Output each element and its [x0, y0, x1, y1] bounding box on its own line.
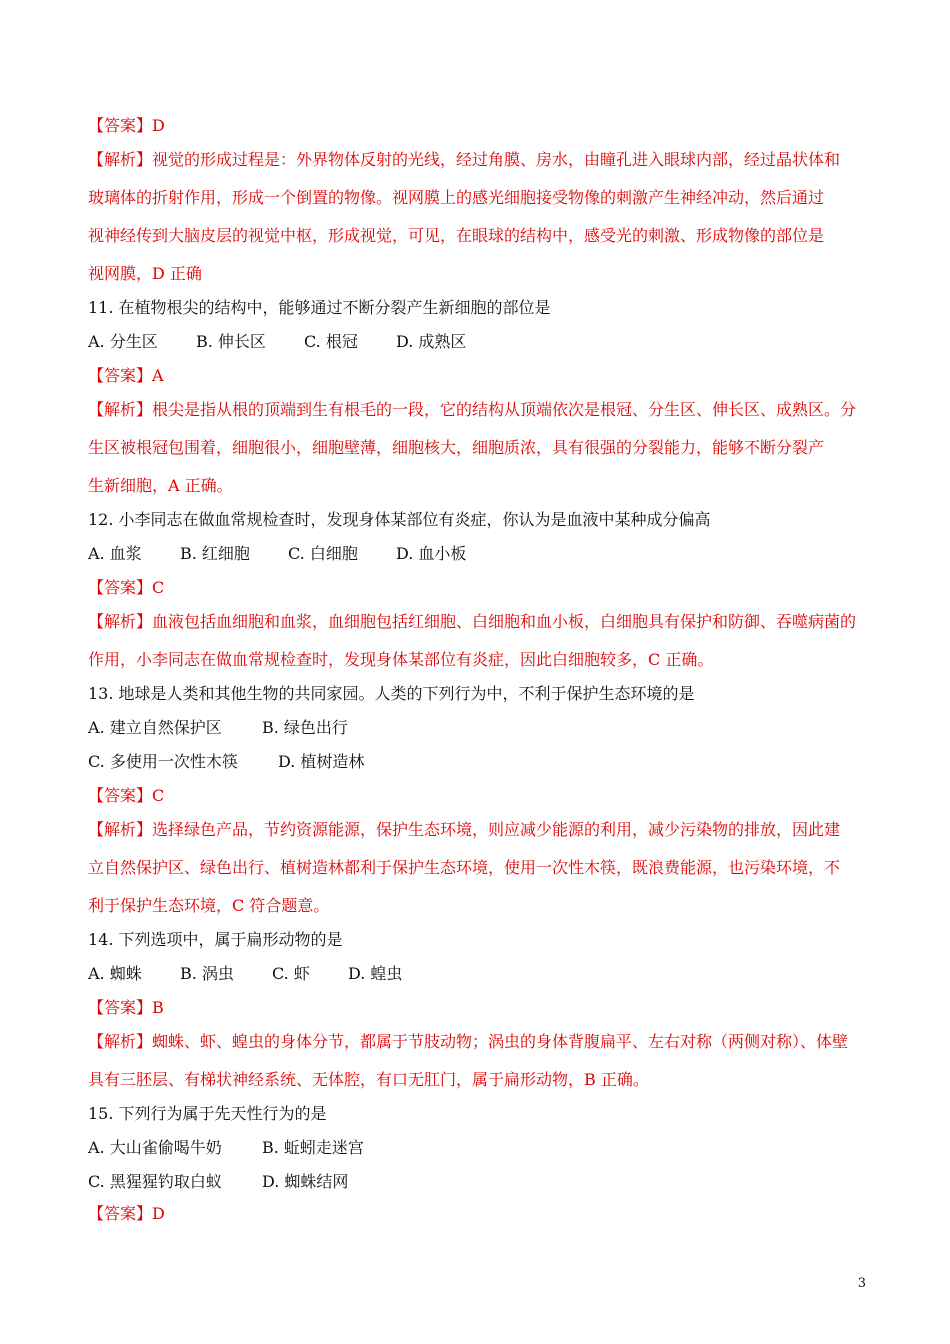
- explanation-13-line-1: 【解析】选择绿色产品，节约资源能源，保护生态环境，则应减少能源的利用，减少污染物的排放，因此建: [88, 820, 841, 839]
- answer-10: 【答案】D: [88, 116, 165, 135]
- option-a: A. 建立自然保护区: [88, 718, 222, 737]
- option-a: A. 血浆: [88, 544, 142, 563]
- question-15: 15. 下列行为属于先天性行为的是: [88, 1104, 327, 1123]
- option-c: C. 根冠: [304, 332, 358, 351]
- explanation-11-line-1: 【解析】根尖是指从根的顶端到生有根毛的一段，它的结构从顶端依次是根冠、分生区、伸长区、成熟区。分: [88, 400, 857, 419]
- explanation-12-line-1: 【解析】血液包括血细胞和血浆，血细胞包括红细胞、白细胞和血小板，白细胞具有保护和防御、吞噬病菌的: [88, 612, 857, 631]
- explanation-10-line-4: 视网膜，D 正确: [88, 264, 202, 283]
- answer-13: 【答案】C: [88, 786, 165, 805]
- option-c: C. 黑猩猩钓取白蚁: [88, 1172, 222, 1191]
- option-a: A. 分生区: [88, 332, 158, 351]
- option-d: D. 血小板: [396, 544, 467, 563]
- option-d: D. 成熟区: [396, 332, 467, 351]
- option-b: B. 蚯蚓走迷宫: [262, 1138, 364, 1157]
- option-a: A. 大山雀偷喝牛奶: [88, 1138, 222, 1157]
- option-c: C. 虾: [272, 964, 310, 983]
- option-d: D. 蜘蛛结网: [262, 1172, 349, 1191]
- explanation-12-line-2: 作用，小李同志在做血常规检查时，发现身体某部位有炎症，因此白细胞较多，C 正确。: [88, 650, 714, 669]
- answer-14: 【答案】B: [88, 998, 164, 1017]
- options-15-row-1: [88, 1138, 868, 1158]
- options-15-row-2: [88, 1172, 868, 1192]
- option-b: B. 绿色出行: [262, 718, 348, 737]
- explanation-13-line-2: 立自然保护区、绿色出行、植树造林都利于保护生态环境，使用一次性木筷，既浪费能源，也污染环境，不: [88, 858, 841, 877]
- option-b: B. 涡虫: [180, 964, 234, 983]
- page-number: 3: [857, 1276, 866, 1291]
- options-11: [88, 332, 868, 352]
- question-13: 13. 地球是人类和其他生物的共同家园。人类的下列行为中，不利于保护生态环境的是: [88, 684, 695, 703]
- question-14: 14. 下列选项中，属于扁形动物的是: [88, 930, 343, 949]
- explanation-14-line-2: 具有三胚层、有梯状神经系统、无体腔，有口无肛门，属于扁形动物，B 正确。: [88, 1070, 649, 1089]
- options-13-row-2: [88, 752, 868, 772]
- answer-11: 【答案】A: [88, 366, 164, 385]
- option-d: D. 植树造林: [278, 752, 365, 771]
- explanation-10-line-2: 玻璃体的折射作用，形成一个倒置的物像。视网膜上的感光细胞接受物像的刺激产生神经冲动，然后通过: [88, 188, 825, 207]
- option-c: C. 多使用一次性木筷: [88, 752, 238, 771]
- option-b: B. 红细胞: [180, 544, 250, 563]
- answer-15: 【答案】D: [88, 1204, 165, 1223]
- question-12: 12. 小李同志在做血常规检查时，发现身体某部位有炎症，你认为是血液中某种成分偏高: [88, 510, 711, 529]
- options-12: [88, 544, 868, 564]
- option-b: B. 伸长区: [196, 332, 266, 351]
- explanation-10-line-3: 视神经传到大脑皮层的视觉中枢，形成视觉，可见，在眼球的结构中，感受光的刺激、形成物像的部位是: [88, 226, 825, 245]
- answer-12: 【答案】C: [88, 578, 165, 597]
- explanation-11-line-2: 生区被根冠包围着，细胞很小，细胞壁薄，细胞核大，细胞质浓，具有很强的分裂能力，能够不断分裂产: [88, 438, 825, 457]
- options-13-row-1: [88, 718, 868, 738]
- question-11: 11. 在植物根尖的结构中，能够通过不断分裂产生新细胞的部位是: [88, 298, 551, 317]
- explanation-14-line-1: 【解析】蜘蛛、虾、蝗虫的身体分节，都属于节肢动物；涡虫的身体背腹扁平、左右对称（两侧对称）、体壁: [88, 1032, 849, 1051]
- option-a: A. 蜘蛛: [88, 964, 142, 983]
- explanation-11-line-3: 生新细胞，A 正确。: [88, 476, 233, 495]
- explanation-13-line-3: 利于保护生态环境，C 符合题意。: [88, 896, 330, 915]
- explanation-10-line-1: 【解析】视觉的形成过程是：外界物体反射的光线，经过角膜、房水，由瞳孔进入眼球内部，经过晶状体和: [88, 150, 841, 169]
- option-c: C. 白细胞: [288, 544, 358, 563]
- option-d: D. 蝗虫: [348, 964, 403, 983]
- options-14: [88, 964, 868, 984]
